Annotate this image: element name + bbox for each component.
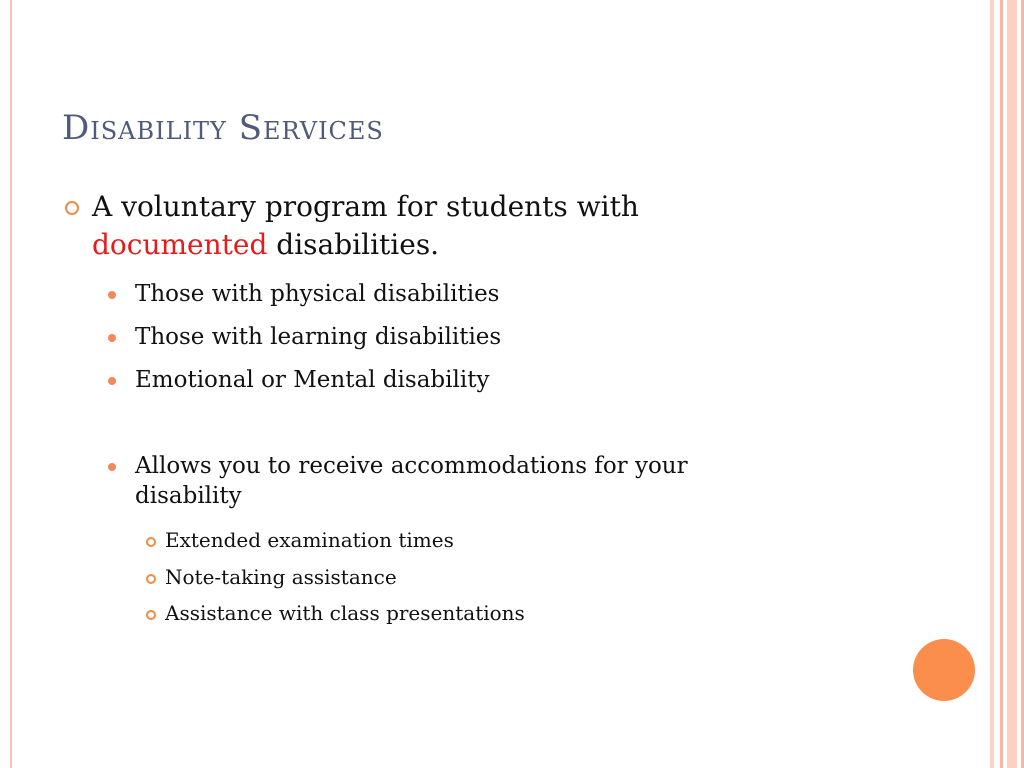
accommodation-item: Note-taking assistance <box>165 565 397 589</box>
decorative-stripe <box>1007 0 1017 768</box>
sub-bullet: Those with learning disabilities <box>135 324 502 350</box>
decorative-circle <box>913 639 975 701</box>
accommodations-bullet <box>135 451 795 511</box>
slide-title: Disability Services <box>62 108 384 148</box>
ring-small-bullet-icon <box>146 574 156 584</box>
ring-bullet-icon <box>65 201 79 215</box>
sub-bullet: Emotional or Mental disability <box>135 367 490 393</box>
sub-bullet: Those with physical disabilities <box>135 281 500 307</box>
main-bullet <box>92 188 732 264</box>
dot-bullet-icon <box>108 334 116 342</box>
main-bullet-text-before: A voluntary program for students with <box>92 190 639 223</box>
decorative-stripe <box>1000 0 1003 768</box>
ring-small-bullet-icon <box>146 610 156 620</box>
accommodation-item: Extended examination times <box>165 528 454 552</box>
dot-bullet-icon <box>108 291 116 299</box>
dot-bullet-icon <box>108 377 116 385</box>
dot-bullet-icon <box>108 463 116 471</box>
accommodations-bullet-text: Allows you to receive accommodations for your disability <box>135 453 688 509</box>
frame-left-line <box>10 0 12 768</box>
main-bullet-highlight: documented <box>92 228 268 261</box>
ring-small-bullet-icon <box>146 537 156 547</box>
main-bullet-text-after: disabilities. <box>267 228 440 261</box>
accommodation-item: Assistance with class presentations <box>165 601 525 625</box>
decorative-stripe <box>990 0 994 768</box>
